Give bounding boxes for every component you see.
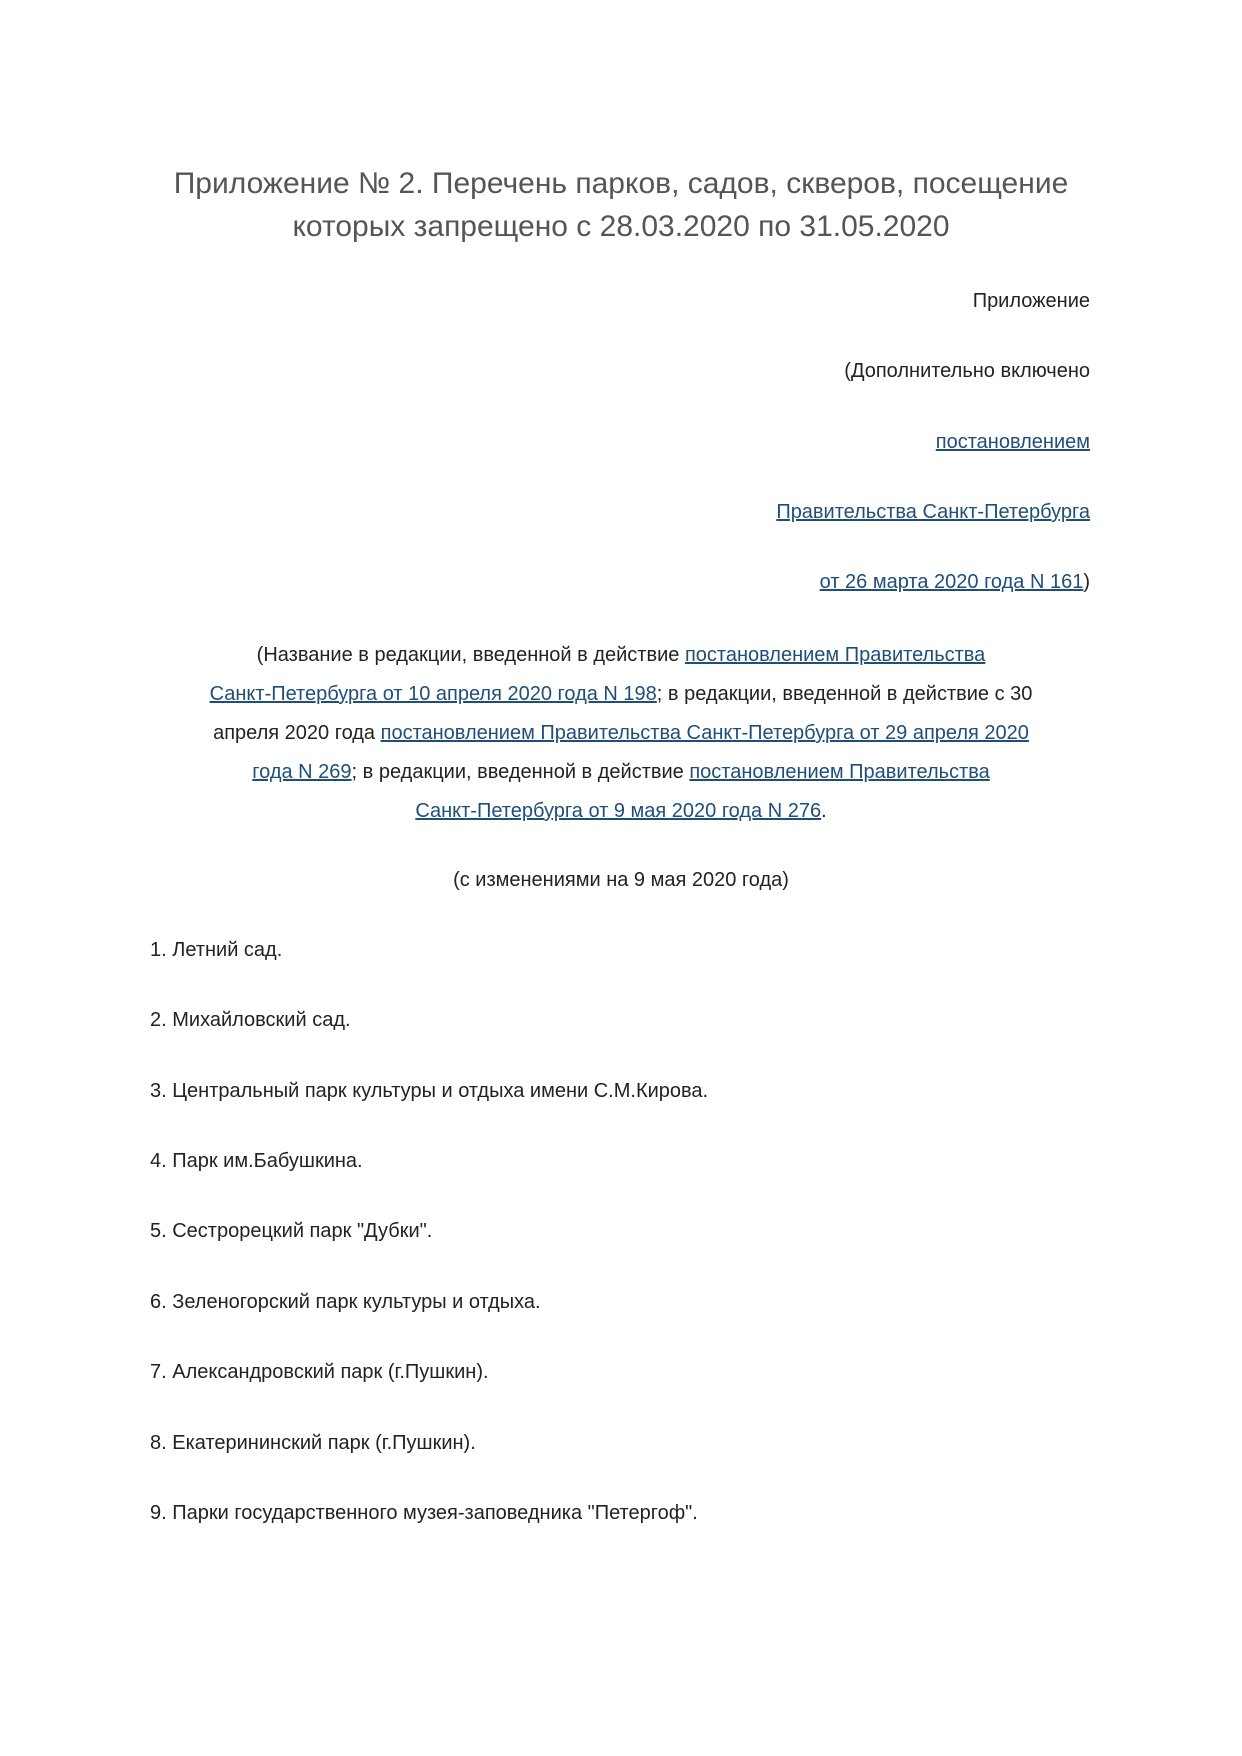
title-line-1: Приложение № 2. Перечень парков, садов, скверов, посещение (173, 167, 1069, 200)
editorial-link-276-part2[interactable]: Санкт-Петербурга от 9 мая 2020 года N 276 (415, 800, 822, 822)
park-item: 8. Екатерининский парк (г.Пушкин). (150, 1432, 476, 1454)
editorial-row-3 (130, 714, 1112, 753)
editorial-text-3: апреля 2020 года (213, 722, 381, 744)
changes-note: (с изменениями на 9 мая 2020 года) (453, 869, 789, 891)
editorial-row-2 (130, 675, 1112, 714)
government-line (776, 499, 1090, 525)
editorial-link-269-part1[interactable]: постановлением Правительства Санкт-Петербурга от 29 апреля 2020 (380, 722, 1029, 744)
editorial-row-5 (130, 792, 1112, 831)
document-title (130, 162, 1112, 248)
editorial-link-276-part1[interactable]: постановлением Правительства (689, 761, 990, 783)
editorial-link-198-part1[interactable]: постановлением Правительства (684, 644, 986, 666)
appendix-label: Приложение (972, 290, 1090, 312)
editorial-row-1 (130, 636, 1112, 675)
closing-paren: ) (1083, 571, 1090, 593)
government-link[interactable]: Правительства Санкт-Петербурга (776, 501, 1090, 523)
park-item: 3. Центральный парк культуры и отдыха имени С.М.Кирова. (150, 1080, 709, 1102)
editorial-text-2: ; в редакции, введенной в действие с 30 (656, 683, 1033, 705)
resolution-line (936, 429, 1090, 455)
park-item: 1. Летний сад. (150, 939, 283, 961)
park-item: 4. Парк им.Бабушкина. (150, 1150, 363, 1172)
park-item: 5. Сестрорецкий парк "Дубки". (150, 1220, 433, 1242)
resolution-161-link[interactable]: от 26 марта 2020 года N 161 (819, 571, 1084, 593)
editorial-text-4: ; в редакции, введенной в действие (351, 761, 690, 783)
park-item: 2. Михайловский сад. (150, 1009, 351, 1031)
park-item: 9. Парки государственного музея-заповедника "Петергоф". (150, 1502, 698, 1524)
date-line (820, 569, 1090, 595)
editorial-row-4 (130, 753, 1112, 792)
editorial-link-269-part2[interactable]: года N 269 (252, 761, 352, 783)
title-line-2: которых запрещено с 28.03.2020 по 31.05.2020 (292, 210, 950, 243)
editorial-text-1: (Название в редакции, введенной в действие (256, 644, 685, 666)
editorial-link-198-part2[interactable]: Санкт-Петербурга от 10 апреля 2020 года N 198 (209, 683, 657, 705)
park-item: 6. Зеленогорский парк культуры и отдыха. (150, 1291, 541, 1313)
park-item: 7. Александровский парк (г.Пушкин). (150, 1361, 489, 1383)
included-prefix: (Дополнительно включено (844, 360, 1090, 382)
resolution-link[interactable]: постановлением (935, 431, 1090, 453)
editorial-note (130, 636, 1112, 831)
editorial-text-5: . (821, 800, 827, 822)
